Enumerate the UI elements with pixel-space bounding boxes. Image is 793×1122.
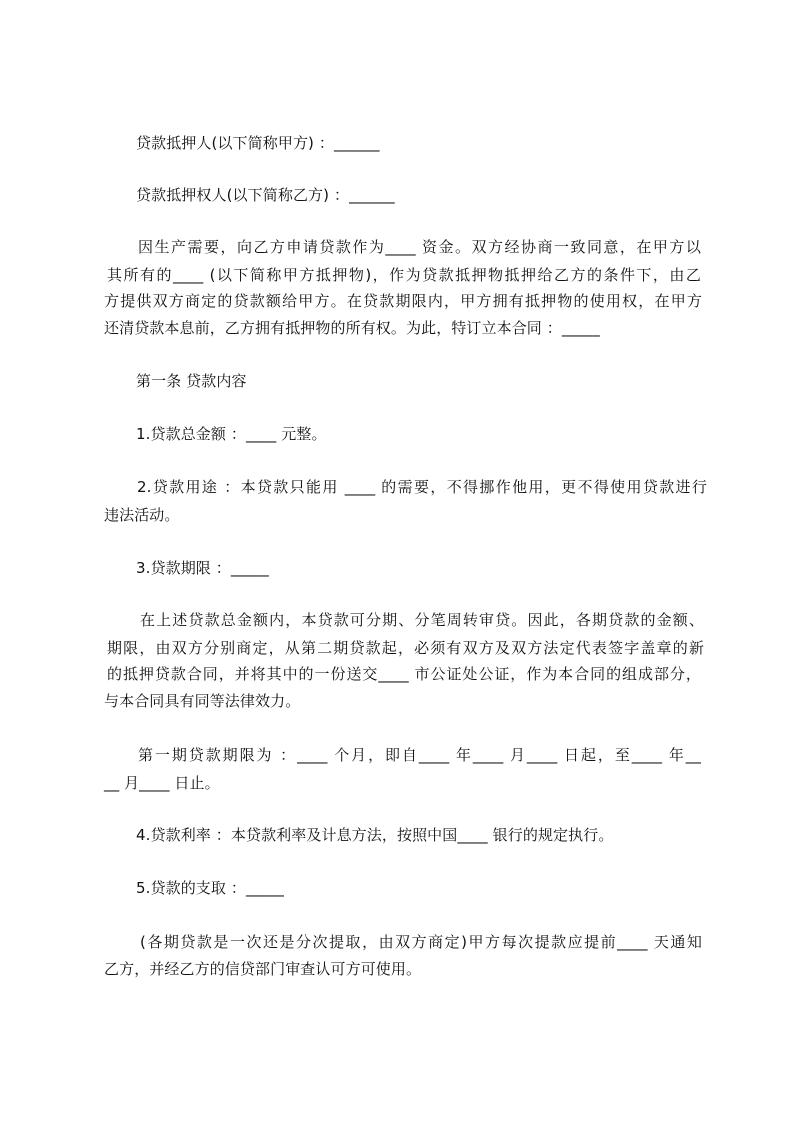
- text-line: 乙方，并经乙方的信贷部门审查认可方可使用。: [104, 960, 422, 978]
- text-line: __ 月____ 日止。: [104, 774, 220, 792]
- text-line: 贷款抵押权人(以下简称乙方) ：______: [136, 186, 395, 204]
- text-line: 方提供双方商定的贷款额给甲方。在贷款期限内，甲方拥有抵押物的使用权，在甲方: [104, 292, 702, 310]
- text-line: 违法活动。: [104, 506, 180, 524]
- text-line: 贷款抵押人(以下简称甲方) ：______: [136, 134, 380, 152]
- text-line: 4.贷款利率 ：本贷款利率及计息方法，按照中国____ 银行的规定执行。: [136, 826, 614, 844]
- text-line: 第一期贷款期限为 ：____ 个月，即自____ 年____ 月____ 日起，至____ 年__: [138, 746, 701, 764]
- text-line: 还清贷款本息前，乙方拥有抵押物的所有权。为此，特订立本合同 ：_____: [104, 319, 600, 337]
- text-line: 1.贷款总金额 ：____ 元整。: [136, 425, 327, 443]
- text-line: 期限，由双方分别商定，从第二期贷款起，必须有双方及双方法定代表签字盖章的新: [107, 639, 704, 657]
- text-line: 的抵押贷款合同，并将其中的一份送交____ 市公证处公证，作为本合同的组成部分，: [107, 665, 701, 683]
- section-heading: 第一条 贷款内容: [136, 372, 247, 390]
- text-line: 5.贷款的支取 ：_____: [136, 879, 284, 897]
- text-line: 因生产需要，向乙方申请贷款作为____ 资金。双方经协商一致同意，在甲方以: [138, 238, 701, 256]
- text-line: 2.贷款用途 ：本贷款只能用 ____ 的需要，不得挪作他用，更不得使用贷款进行: [137, 478, 707, 496]
- text-line: 在上述贷款总金额内，本贷款可分期、分笔周转审贷。因此，各期贷款的金额、: [140, 611, 704, 629]
- text-line: 3.贷款期限 ：_____: [136, 559, 269, 577]
- text-line: (各期贷款是一次还是分次提取，由双方商定)甲方每次提款应提前____ 天通知: [140, 933, 702, 951]
- text-line: 其所有的____ (以下简称甲方抵押物)，作为贷款抵押物抵押给乙方的条件下，由乙: [107, 266, 701, 284]
- text-line: 与本合同具有同等法律效力。: [104, 692, 301, 710]
